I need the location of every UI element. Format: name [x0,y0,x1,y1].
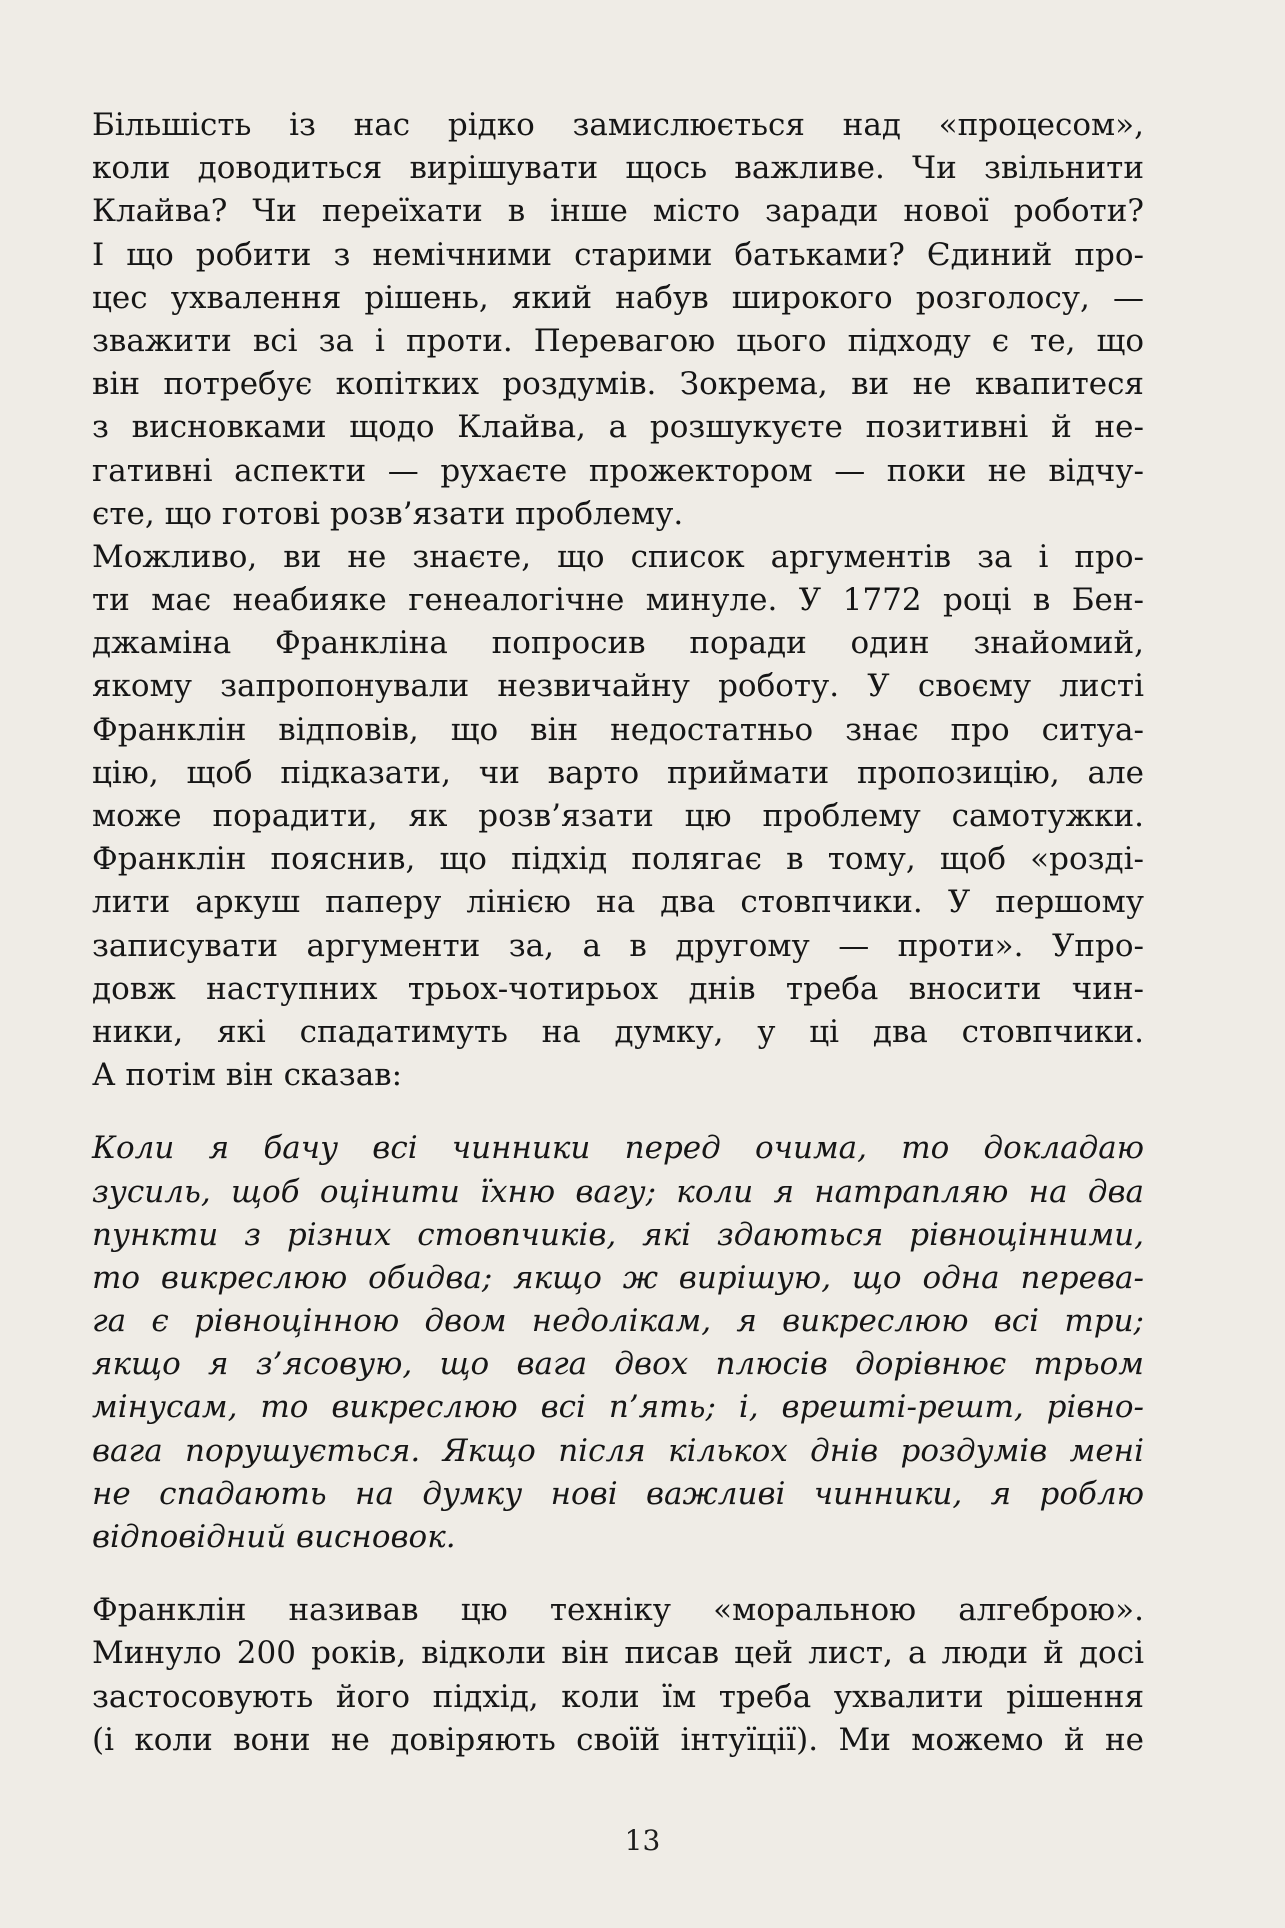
quote-line: то викреслюю обидва; якщо ж вирішую, що одна перева- [92,1259,1144,1296]
text-line: цію, щоб підказати, чи варто приймати пропозицію, але [92,754,1144,791]
text-line: джаміна Франкліна попросив поради один знайомий, [92,625,1144,662]
quote-line: мінусам, то викреслюю всі п’ять; і, врешті-решт, рівно- [92,1389,1144,1426]
quote-line: вага порушується. Якщо після кількох днів роздумів мені [92,1432,1144,1469]
text-line: Минуло 200 років, відколи він писав цей лист, а люди й досі [92,1635,1144,1672]
text-line: Більшість із нас рідко замислюється над «процесом», [92,107,1144,143]
text-line: коли доводиться вирішувати щось важливе. Чи звільнити [92,150,1144,187]
text-line: ти має неабияке генеалогічне минуле. У 1772 році в Бен- [92,582,1144,619]
quote-line: пункти з різних стовпчиків, які здаються рівноцінними, [92,1216,1144,1253]
text-line: лити аркуш паперу лінією на два стовпчики. У першому [92,884,1144,921]
text-line: (і коли вони не довіряють своїй інтуїції). Ми можемо й не [92,1721,1144,1758]
text-line: Можливо, ви не знаєте, що список аргументів за і про- [92,538,1144,575]
text-line: єте, що готові розв’язати проблему. [92,495,684,532]
text-line: застосовують його підхід, коли їм треба ухвалити рішення [92,1678,1144,1715]
quote-line: відповідний висновок. [92,1519,456,1555]
text-line: якому запропонували незвичайну роботу. У своєму листі [92,668,1144,705]
text-line: Франклін пояснив, що підхід полягає в тому, щоб «розді- [92,841,1144,878]
text-line: цес ухвалення рішень, який набув широкого розголосу, — [92,279,1144,316]
quote-line: зусиль, щоб оцінити їхню вагу; коли я натрапляю на два [92,1173,1144,1210]
text-line: довж наступних трьох-чотирьох днів треба вносити чин- [92,970,1144,1007]
quote-line: га є рівноцінною двом недолікам, я викреслюю всі три; [92,1303,1144,1340]
text-line: зважити всі за і проти. Перевагою цього підходу є те, що [92,322,1144,359]
franklin-quote [92,1127,1144,1559]
page-number: 13 [624,1824,661,1857]
text-line: може порадити, як розв’язати цю проблему самотужки. [92,798,1144,834]
text-line: з висновками щодо Клайва, а розшукуєте позитивні й не- [92,409,1144,446]
text-line: А потім він сказав: [92,1057,403,1094]
text-line: Клайва? Чи переїхати в інше місто заради нової роботи? [92,193,1144,230]
text-line: записувати аргументи за, а в другому — проти». Упро- [92,927,1144,964]
quote-line: не спадають на думку нові важливі чинники, я роблю [92,1475,1144,1512]
quote-line: якщо я з’ясовую, що вага двох плюсів дорівнює трьом [92,1346,1144,1383]
text-line: гативні аспекти — рухаєте прожектором — поки не відчу- [92,452,1144,489]
paragraph-1 [92,104,1144,536]
text-line: І що робити з немічними старими батьками? Єдиний про- [92,236,1144,273]
quote-line: Коли я бачу всі чинники перед очима, то докладаю [92,1130,1144,1167]
page-text [92,104,1144,1762]
paragraph-2 [92,536,1144,1097]
text-line: ники, які спадатимуть на думку, у ці два стовпчики. [92,1013,1144,1050]
text-line: він потребує копітких роздумів. Зокрема, ви не квапитеся [92,366,1144,403]
paragraph-3 [92,1589,1144,1762]
text-line: Франклін називав цю техніку «моральною алгеброю». [92,1592,1144,1629]
text-line: Франклін відповів, що він недостатньо знає про ситуа- [92,711,1144,748]
